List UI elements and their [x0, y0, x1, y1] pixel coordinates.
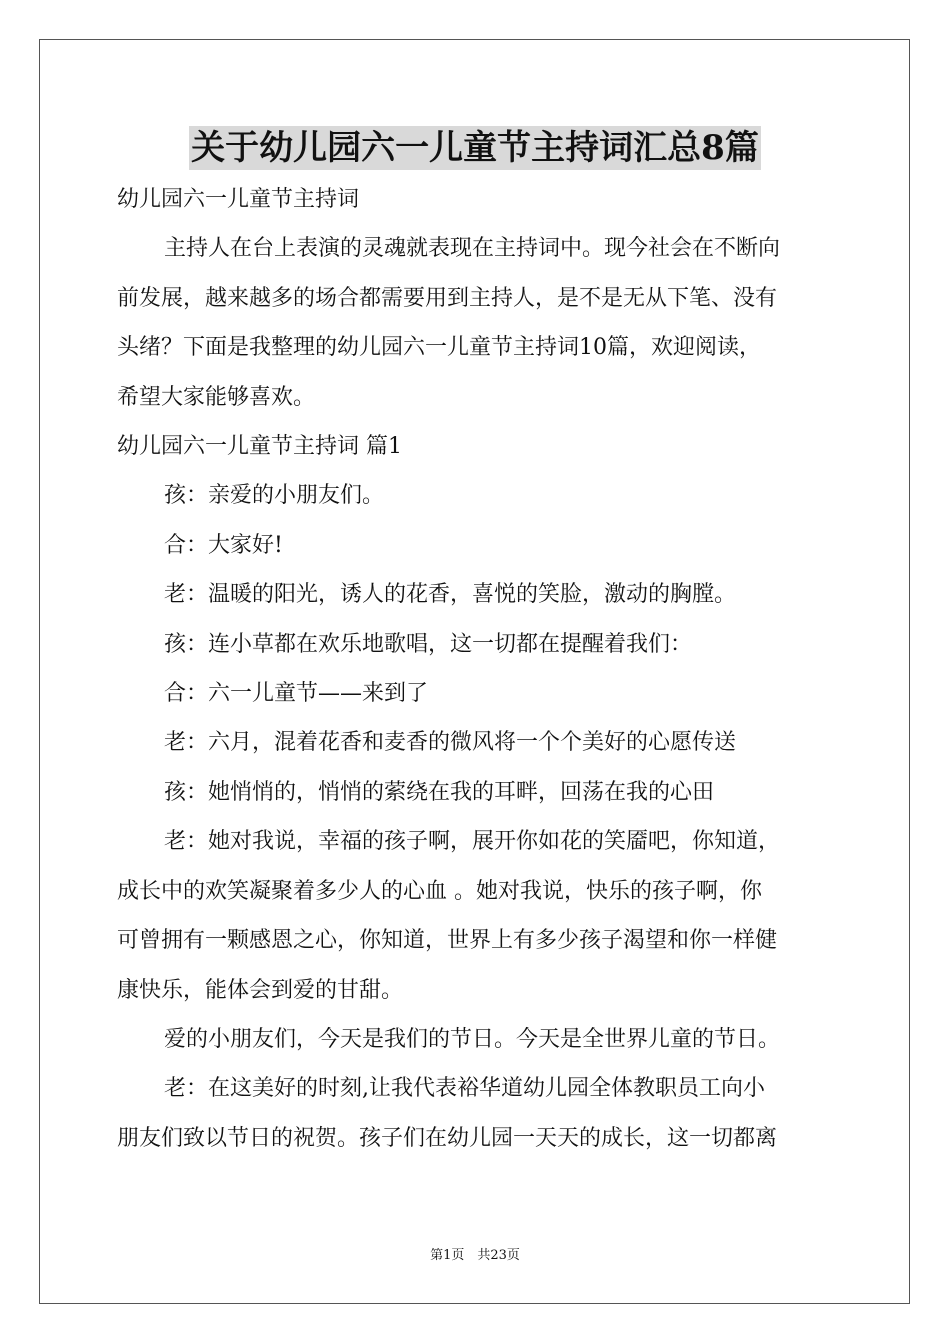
title-container [0, 126, 950, 170]
section-heading: 幼儿园六一儿童节主持词 篇1 [117, 434, 402, 460]
body-line: 头绪？下面是我整理的幼儿园六一儿童节主持词10篇，欢迎阅读， [117, 335, 761, 361]
body-line: 希望大家能够喜欢。 [117, 384, 316, 410]
page-footer: 第1页 共23页 [430, 1248, 520, 1263]
body-line: 康快乐，能体会到爱的甘甜。 [117, 977, 404, 1003]
body-line: 老：她对我说，幸福的孩子啊，展开你如花的笑靥吧，你知道， [164, 829, 781, 855]
body-line: 老：六月，混着花香和麦香的微风将一个个美好的心愿传送 [164, 730, 737, 756]
document-body [117, 175, 837, 1163]
body-line: 合：六一儿童节——来到了 [164, 681, 429, 707]
document-title: 关于幼儿园六一儿童节主持词汇总8篇 [191, 128, 759, 168]
body-line: 合：大家好! [164, 532, 283, 558]
body-line: 孩：亲爱的小朋友们。 [164, 483, 385, 509]
body-line: 朋友们致以节日的祝贺。孩子们在幼儿园一天天的成长，这一切都离 [117, 1125, 778, 1151]
body-line: 孩：连小草都在欢乐地歌唱，这一切都在提醒着我们： [164, 631, 693, 657]
body-line: 老：在这美好的时刻,让我代表裕华道幼儿园全体教职员工向小 [164, 1076, 765, 1102]
body-line: 爱的小朋友们，今天是我们的节日。今天是全世界儿童的节日。 [164, 1026, 781, 1052]
body-line: 幼儿园六一儿童节主持词 [117, 187, 360, 212]
body-line: 成长中的欢笑凝聚着多少人的心血 。她对我说，快乐的孩子啊，你 [117, 878, 762, 904]
body-line: 前发展，越来越多的场合都需要用到主持人，是不是无从下笔、没有 [117, 285, 778, 311]
body-line: 孩：她悄悄的，悄悄的萦绕在我的耳畔，回荡在我的心田 [164, 779, 715, 805]
body-line: 主持人在台上表演的灵魂就表现在主持词中。现今社会在不断向 [164, 236, 781, 262]
body-line: 老：温暖的阳光，诱人的花香，喜悦的笑脸，激动的胸膛。 [164, 582, 737, 608]
body-line: 可曾拥有一颗感恩之心，你知道，世界上有多少孩子渴望和你一样健 [117, 928, 778, 954]
